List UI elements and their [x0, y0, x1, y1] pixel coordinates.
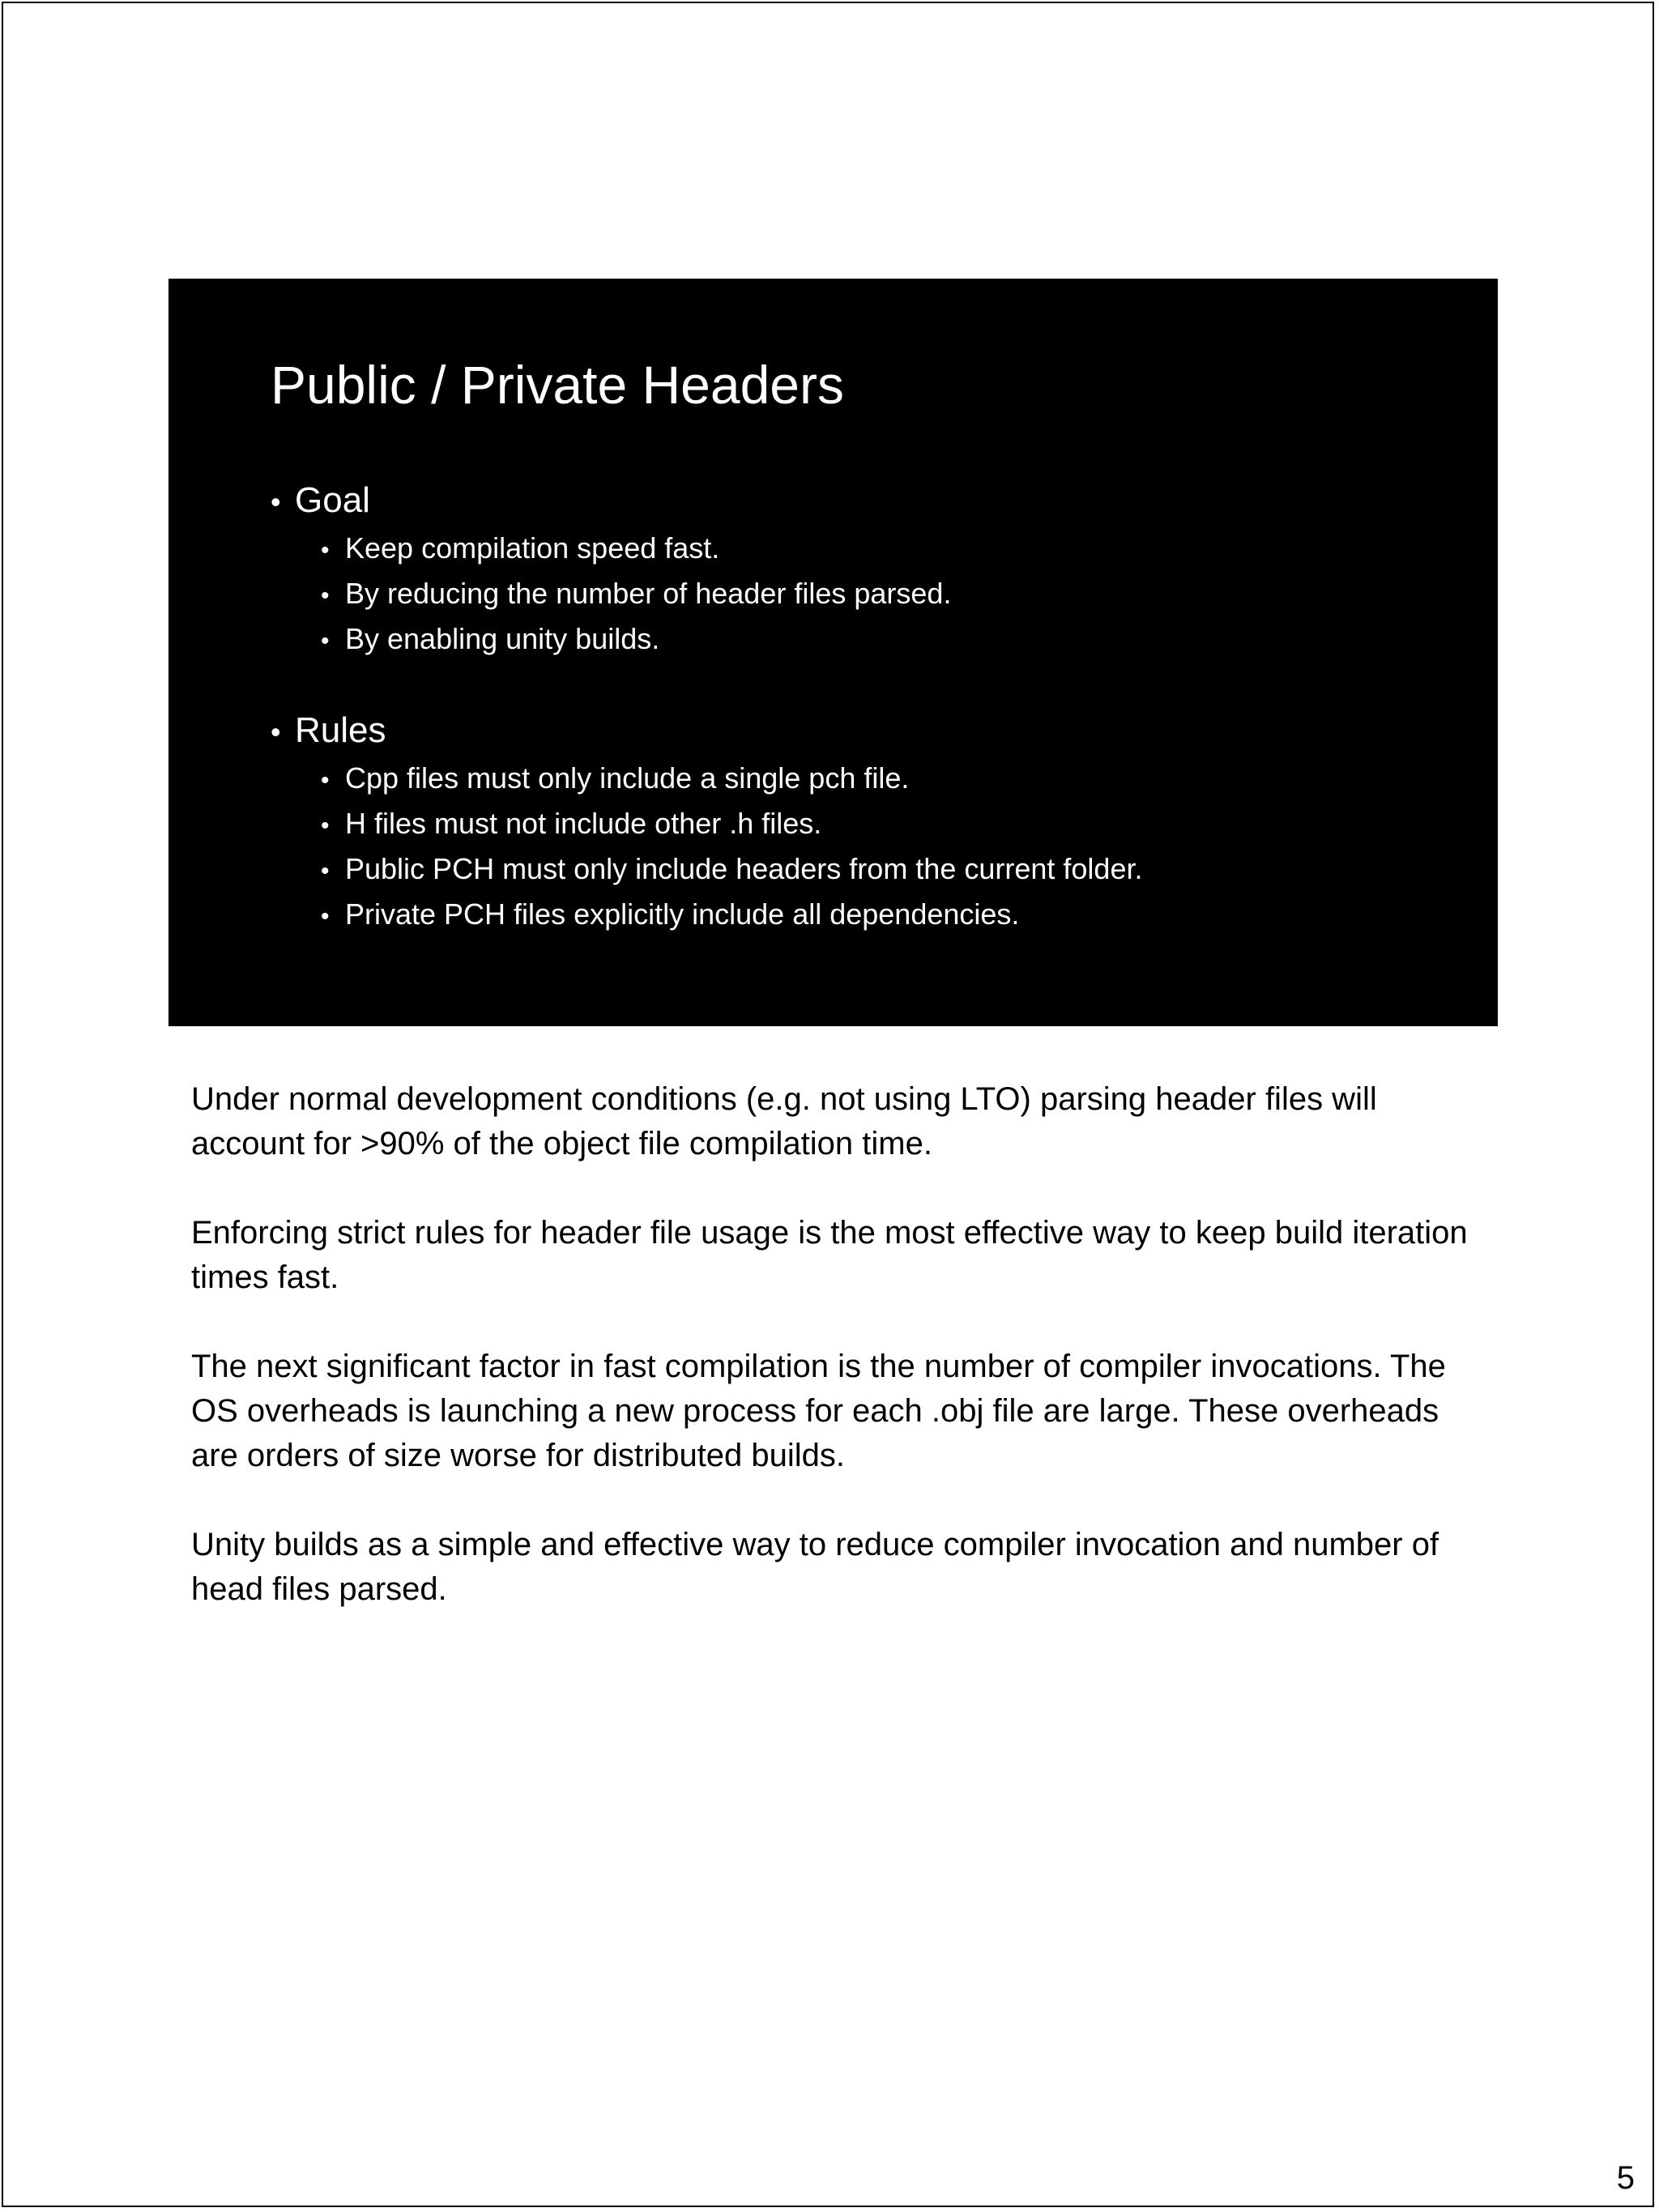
list-item: [321, 893, 1445, 938]
bullet-icon: •: [321, 628, 330, 654]
bullet-icon: •: [271, 715, 281, 748]
bullet-icon: •: [321, 582, 330, 609]
bullet-icon: •: [271, 485, 281, 518]
speaker-notes: [191, 1077, 1487, 1656]
bullet-icon: •: [321, 903, 330, 930]
slide-thumbnail: [168, 279, 1498, 1026]
bullet-icon: •: [321, 767, 330, 794]
bullet-level-1: [271, 708, 1445, 755]
list-item-text: Cpp files must only include a single pch file.: [345, 761, 910, 795]
section-heading: Goal: [295, 480, 370, 520]
notes-paragraph: The next significant factor in fast compilation is the number of compiler invocations. The OS overheads is launching a new process for each .obj file are large. These overheads are orders of size worse for distributed builds.: [191, 1349, 1446, 1473]
notes-paragraph: Enforcing strict rules for header file usage is the most effective way to keep build iteration times fast.: [191, 1215, 1468, 1295]
page-number: 5: [1616, 2160, 1635, 2196]
section-rules: [271, 708, 1445, 938]
list-item: [321, 757, 1445, 802]
bullet-icon: •: [321, 537, 330, 564]
list-item-text: By reducing the number of header files parsed.: [345, 577, 952, 610]
list-item: [321, 847, 1445, 893]
list-item-text: H files must not include other .h files.: [345, 807, 822, 840]
list-item: [321, 572, 1445, 617]
list-item-text: By enabling unity builds.: [345, 622, 660, 655]
sub-bullet-list: [271, 757, 1445, 938]
slide-body: [271, 478, 1445, 938]
page-frame: [2, 2, 1654, 2207]
bullet-icon: •: [321, 858, 330, 884]
list-item: [321, 617, 1445, 663]
bullet-level-1: [271, 478, 1445, 525]
section-goal: [271, 478, 1445, 663]
list-item-text: Keep compilation speed fast.: [345, 531, 720, 565]
list-item-text: Private PCH files explicitly include all dependencies.: [345, 897, 1020, 931]
sub-bullet-list: [271, 526, 1445, 663]
slide-title: Public / Private Headers: [271, 355, 844, 415]
list-item: [321, 526, 1445, 572]
list-item-text: Public PCH must only include headers from the current folder.: [345, 852, 1143, 885]
notes-paragraph: Unity builds as a simple and effective way to reduce compiler invocation and number of head files parsed.: [191, 1527, 1439, 1607]
list-item: [321, 802, 1445, 847]
bullet-icon: •: [321, 812, 330, 839]
notes-paragraph: Under normal development conditions (e.g. not using LTO) parsing header files will account for >90% of the object file compilation time.: [191, 1081, 1377, 1161]
section-heading: Rules: [295, 710, 386, 750]
